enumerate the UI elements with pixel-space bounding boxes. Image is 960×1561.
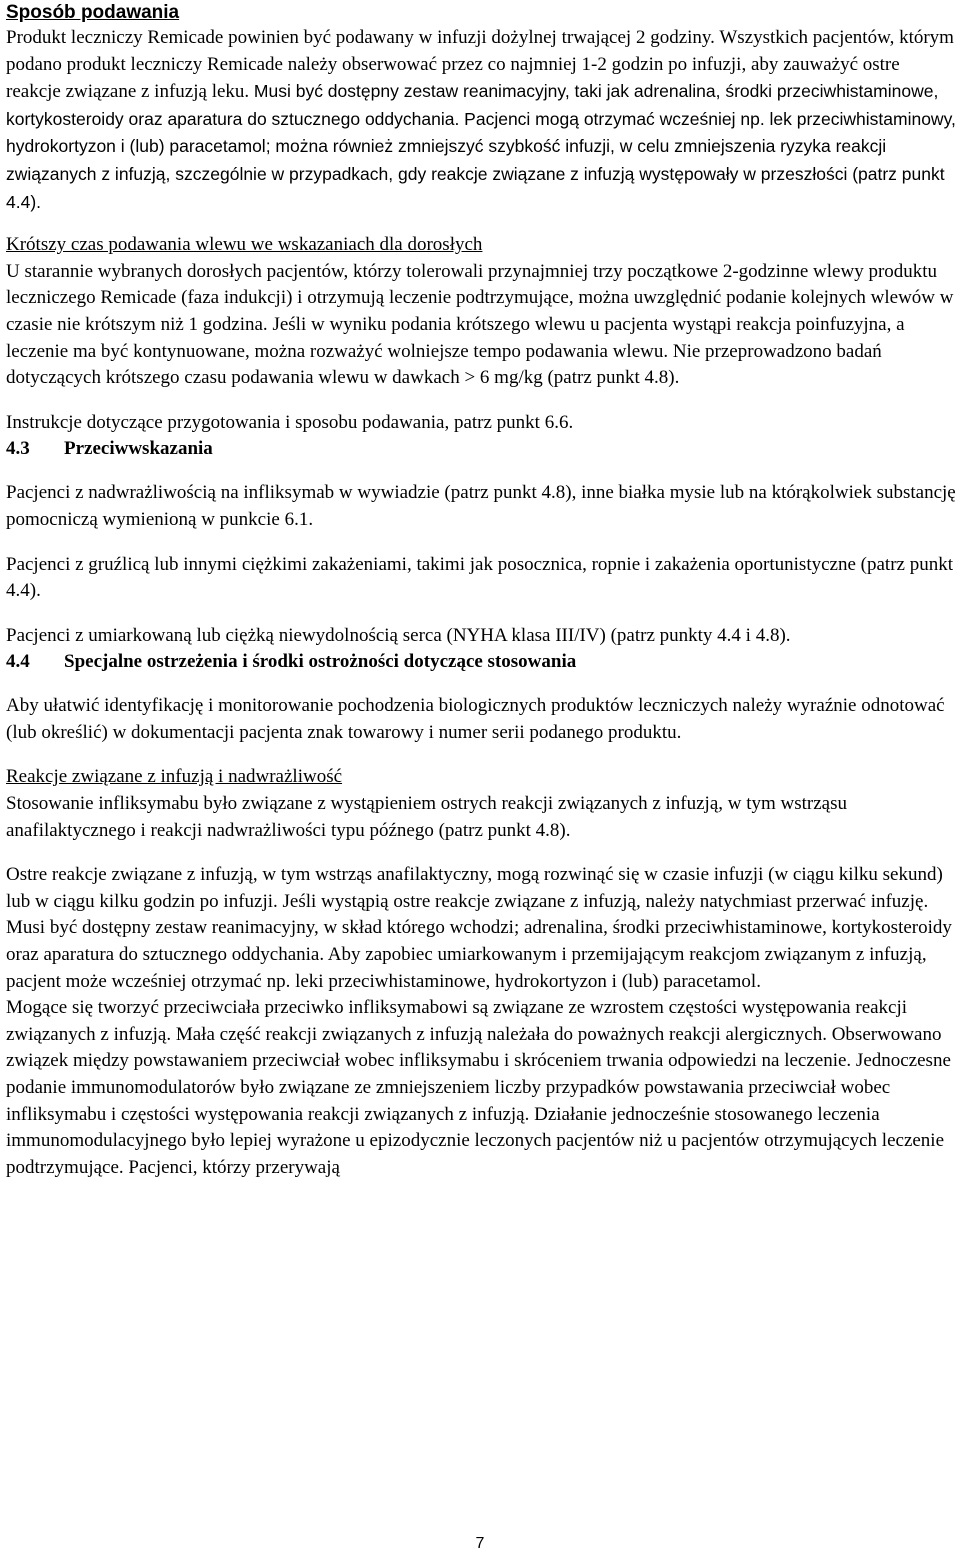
section-title: Specjalne ostrzeżenia i środki ostrożności dotyczące stosowania bbox=[64, 651, 577, 673]
short-infusion-text-2: Jeśli w wyniku podania krótszego wlewu u pacjenta wystąpi reakcja poinfuzyjna, a leczenie ma być kontynuowane, można rozważyć wolniejsze tempo podawania wlewu. bbox=[6, 313, 905, 362]
paragraph-contraindication-1: Pacjenci z nadwrażliwością na infliksymab w wywiadzie (patrz punkt 4.8), inne białka mysie lub na którąkolwiek substancję pomocniczą wymienioną w punkcie 6.1. bbox=[6, 482, 956, 530]
section-title: Przeciwwskazania bbox=[64, 438, 213, 460]
antibodies-text-6: Pacjenci, którzy przerywają bbox=[128, 1156, 340, 1178]
antibodies-text-2: Mała część reakcji związanych z infuzją należała do poważnych reakcji alergicznych. bbox=[175, 1023, 827, 1045]
section-number: 4.4 bbox=[6, 651, 30, 673]
admin-text-sans-tail: lek przeciwhistaminowy, hydrokortyzon i (lub) paracetamol; można również zmniejszyć szybkość infuzji, w celu zmniejszenia ryzyka reakcji związanych z infuzją, szczególnie w przypadkach, gdy reakcje związane z infuzją występowały w przeszłości (patrz punkt 4.4). bbox=[6, 108, 956, 212]
paragraph-short-infusion bbox=[6, 259, 956, 392]
acute-text-1: Ostre reakcje związane z infuzją, w tym wstrząs anafilaktyczny, mogą rozwinąć się w czasie infuzji (w ciągu kilku sekund) lub w ciągu kilku godzin po infuzji. bbox=[6, 864, 943, 912]
document-page bbox=[6, 0, 956, 1181]
subsection-title-infusion-reactions: Reakcje związane z infuzją i nadwrażliwość bbox=[6, 766, 343, 788]
antibodies-text-5: Działanie jednocześnie stosowanego leczenia immunomodulacyjnego było lepiej wyrażone u epizodycznie leczonych pacjentów niż u pacjentów otrzymujących leczenie podtrzymujące. bbox=[6, 1103, 945, 1178]
paragraph-traceability: Aby ułatwić identyfikację i monitorowanie pochodzenia biologicznych produktów leczniczych należy wyraźnie odnotować (lub określić) w dokumentacji pacjenta znak towarowy i numer serii podanego produktu. bbox=[6, 695, 945, 743]
paragraph-antibodies bbox=[6, 995, 956, 1181]
paragraph-contraindication-3: Pacjenci z umiarkowaną lub ciężką niewydolnością serca (NYHA klasa III/IV) (patrz punkty 4.4 i 4.8). bbox=[6, 624, 791, 646]
antibodies-text-1: Mogące się tworzyć przeciwciała przeciwko infliksymabowi są związane ze wzrostem częstości występowania reakcji związanych z infuzją. bbox=[6, 997, 908, 1045]
page-number: 7 bbox=[475, 1535, 485, 1552]
acute-text-3: Musi być dostępny zestaw reanimacyjny, w skład którego wchodzi; adrenalina, środki przeciwhistaminowe, kortykosteroidy oraz aparatura do sztucznego oddychania. bbox=[6, 917, 952, 966]
paragraph-infusion-reactions: Stosowanie infliksymabu było związane z wystąpieniem ostrych reakcji związanych z infuzją, w tym wstrząsu anafilaktycznego i reakcji nadwrażliwości typu późnego (patrz punkt 4.8). bbox=[6, 793, 848, 841]
admin-text-sans: Musi być dostępny zestaw reanimacyjny, taki jak adrenalina, środki przeciwhistaminowe, kortykosteroidy oraz aparatura do sztucznego oddychania. Pacjenci mogą otrzymać wcześniej np. bbox=[6, 81, 939, 129]
section-title-administration: Sposób podawania bbox=[6, 2, 180, 23]
antibodies-text-3: Obserwowano związek między powstawaniem przeciwciał wobec infliksymabu i skróceniem trwania odpowiedzi na leczenie. bbox=[6, 1023, 942, 1072]
short-infusion-text-3: Nie przeprowadzono badań dotyczących krótszego czasu podawania wlewu w dawkach > 6 mg/kg (patrz punkt 4.8). bbox=[6, 340, 882, 389]
paragraph-instructions: Instrukcje dotyczące przygotowania i sposobu podawania, patrz punkt 6.6. bbox=[6, 411, 574, 433]
section-heading-4-3 bbox=[6, 436, 956, 462]
acute-text-2: Jeśli wystąpią ostre reakcje związane z infuzją, należy natychmiast przerwać infuzję. bbox=[282, 890, 929, 912]
antibodies-text-4: Jednoczesne podanie immunomodulatorów było związane ze zmniejszeniem liczby przypadków powstawania przeciwciał wobec infliksymabu i częstości występowania reakcji związanych z infuzją. bbox=[6, 1050, 951, 1125]
section-number: 4.3 bbox=[6, 438, 30, 460]
admin-text-serif: Produkt leczniczy Remicade powinien być podawany w infuzji dożylnej trwającej 2 godziny. Wszystkich pacjentów, którym podano produkt leczniczy Remicade należy obserwować przez co najmniej 1-2 godzin po infuzji, aby zauważyć ostre reakcje związane z infuzją leku. bbox=[6, 27, 954, 103]
short-infusion-text-1: U starannie wybranych dorosłych pacjentów, którzy tolerowali przynajmniej trzy początkowe 2-godzinne wlewy produktu leczniczego Remicade (faza indukcji) i otrzymują leczenie podtrzymujące, można uwzględnić podanie kolejnych wlewów w czasie nie krótszym niż 1 godzina. bbox=[6, 260, 954, 335]
section-heading-4-4 bbox=[6, 649, 956, 675]
paragraph-contraindication-2: Pacjenci z gruźlicą lub innymi ciężkimi zakażeniami, takimi jak posocznica, ropnie i zakażenia oportunistyczne (patrz punkt 4.4). bbox=[6, 553, 953, 602]
subsection-title-short-infusion: Krótszy czas podawania wlewu we wskazaniach dla dorosłych bbox=[6, 234, 483, 256]
acute-text-4: Aby zapobiec umiarkowanym i przemijającym reakcjom związanym z infuzją, pacjent może wcześniej otrzymać np. leki przeciwhistaminowe, hydrokortyzon i (lub) paracetamol. bbox=[6, 944, 927, 992]
paragraph-acute-reactions bbox=[6, 862, 956, 995]
paragraph-administration bbox=[6, 25, 956, 216]
